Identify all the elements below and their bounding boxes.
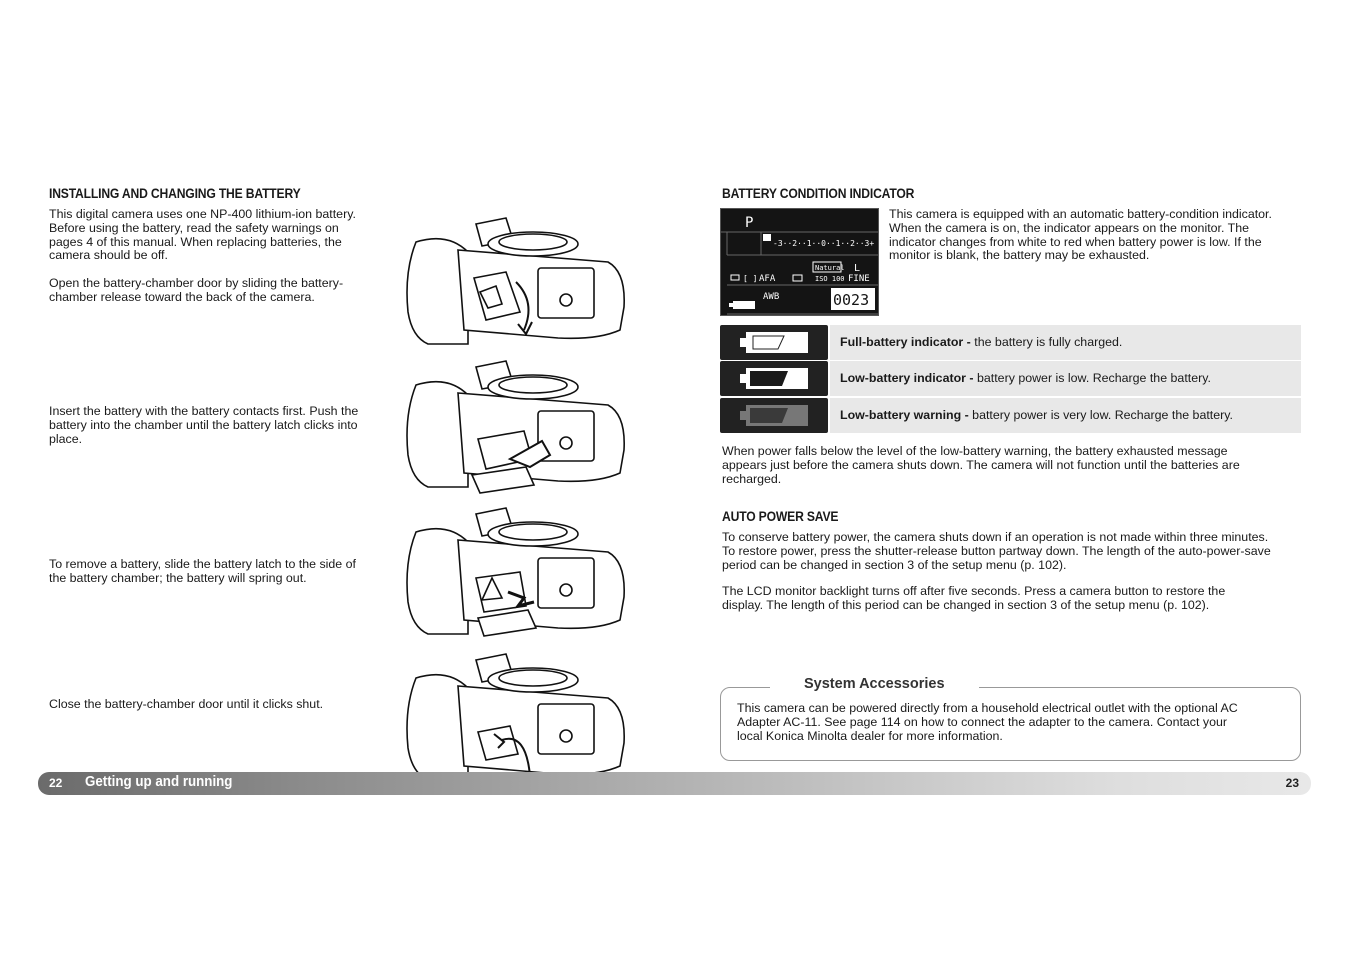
indicator-label-full <box>830 325 1301 360</box>
indicator-term-warning: Low-battery warning - <box>840 408 969 422</box>
camera-insert-battery-illustration <box>398 355 630 495</box>
paragraph-power-save-1: To conserve battery power, the camera shuts down if an operation is not made within three minutes. To restore power, press the shutter-release button partway down. The length of the auto-power-save period can be changed in section 3 of the setup menu (p. 102). <box>722 530 1271 572</box>
lcd-frame-counter: 0023 <box>833 291 870 309</box>
full-battery-icon <box>720 325 828 360</box>
camera-remove-battery-illustration <box>398 502 630 642</box>
lcd-focus-frame-icon: [ ] <box>743 274 758 283</box>
camera-close-door-illustration <box>398 648 630 788</box>
paragraph-power-save-2: The LCD monitor backlight turns off after five seconds. Press a camera button to restore the display. The length of this period can be changed in section 3 of the setup menu (p. 102). <box>722 584 1226 612</box>
lcd-quality: FINE <box>848 274 870 284</box>
page-number-right: 23 <box>1285 776 1299 790</box>
paragraph-battery-exhausted: When power falls below the level of the low-battery warning, the battery exhausted message appears just before the camera shuts down. The camera will not function until the batteries are recharged. <box>722 444 1240 486</box>
page-number-left: 22 <box>49 776 63 790</box>
indicator-label-low <box>830 361 1301 396</box>
page-footer-bar <box>38 772 1311 795</box>
indicator-label-warning <box>830 398 1301 433</box>
low-battery-icon <box>720 361 828 396</box>
lcd-image-size: L <box>854 263 861 274</box>
indicator-row-low <box>720 361 1301 396</box>
lcd-white-balance: AWB <box>763 292 780 302</box>
indicator-desc-warning: battery power is very low. Recharge the battery. <box>968 408 1233 422</box>
system-accessories-text: This camera can be powered directly from a household electrical outlet with the optional AC Adapter AC-11. See page 114 on how to connect the adapter to the camera. Contact your local Konica Minolta dealer for more information. <box>737 701 1238 743</box>
paragraph-remove: To remove a battery, slide the battery latch to the side of the battery chamber; the battery will spring out. <box>49 557 356 585</box>
lcd-monitor-display <box>720 208 879 316</box>
footer-section-title: Getting up and running <box>85 774 233 790</box>
paragraph-battery-intro: This camera is equipped with an automatic battery-condition indicator. When the camera is on, the indicator appears on the monitor. The indicator changes from white to red when battery power is low. If the monitor is blank, the battery may be exhausted. <box>889 207 1272 263</box>
lcd-iso: ISO 100 <box>815 275 845 283</box>
lcd-exposure-scale: -3··2··1··0··1··2··3+ <box>773 239 875 248</box>
indicator-desc-low: battery power is low. Recharge the battery. <box>973 371 1211 385</box>
paragraph-intro: This digital camera uses one NP-400 lithium-ion battery. Before using the battery, read the safety warnings on pages 4 of this manual. When replacing batteries, the camera should be off. <box>49 207 356 263</box>
system-accessories-title: System Accessories <box>770 676 979 692</box>
indicator-row-warning <box>720 398 1301 433</box>
lcd-af-mode: AFA <box>759 274 776 284</box>
indicator-term-full: Full-battery indicator - <box>840 335 971 349</box>
paragraph-close: Close the battery-chamber door until it clicks shut. <box>49 697 324 711</box>
indicator-desc-full: the battery is fully charged. <box>970 335 1123 349</box>
indicator-row-full <box>720 325 1301 360</box>
paragraph-insert: Insert the battery with the battery contacts first. Push the battery into the chamber until the battery latch clicks into place. <box>49 404 359 446</box>
camera-open-door-illustration <box>398 212 630 352</box>
section-heading-battery: INSTALLING AND CHANGING THE BATTERY <box>49 186 301 201</box>
lcd-mode: P <box>745 215 754 231</box>
indicator-term-low: Low-battery indicator - <box>840 371 974 385</box>
paragraph-open-door: Open the battery-chamber door by sliding the battery- chamber release toward the back of the camera. <box>49 276 344 304</box>
section-heading-battery-condition: BATTERY CONDITION INDICATOR <box>722 186 915 201</box>
section-heading-auto-power-save: AUTO POWER SAVE <box>722 509 839 524</box>
lcd-color-mode: Natural <box>815 264 845 272</box>
battery-warning-icon <box>720 398 828 433</box>
